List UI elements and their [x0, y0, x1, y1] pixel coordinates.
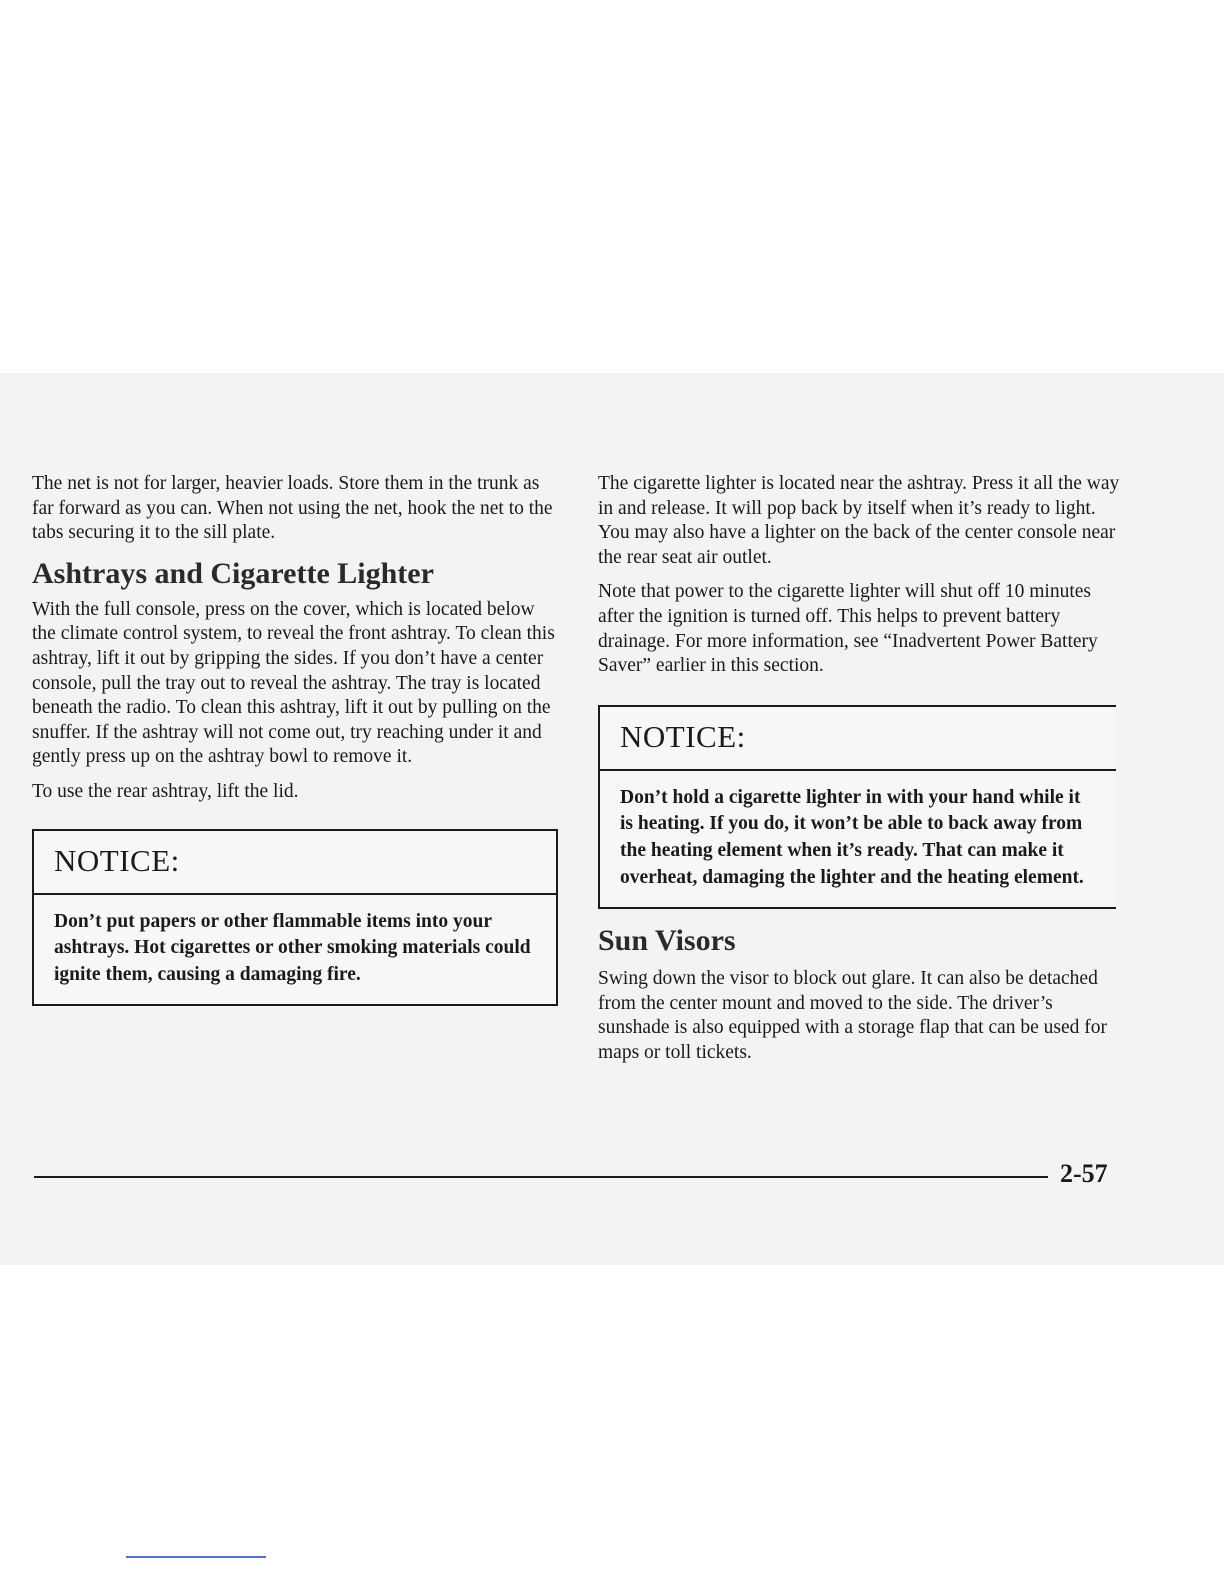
paragraph-power: Note that power to the cigarette lighter will shut off 10 minutes after the ignition is turned off. This helps to prevent battery drainage. For more information, see “Inadvertent Power Battery Saver” earlier in this section. [598, 581, 1098, 677]
heading-ashtrays: Ashtrays and Cigarette Lighter [32, 556, 434, 590]
heading-sun-visors: Sun Visors [598, 924, 736, 958]
notice-title: NOTICE: [600, 707, 1116, 771]
paragraph-visors: Swing down the visor to block out glare. It can also be detached from the center mount and moved to the side. The driver’s sunshade is also equipped with a storage flap that can be used for maps or toll tickets. [598, 968, 1108, 1063]
paragraph-lighter: The cigarette lighter is located near the ashtray. Press it all the way in and release. It will pop back by itself when it’s ready to light. You may also have a lighter on the back of the center console near the rear seat air outlet. [598, 473, 1120, 568]
paragraph-rear-ashtray: To use the rear ashtray, lift the lid. [32, 780, 299, 802]
notice-box-lighter [598, 705, 1116, 909]
page-number: 2-57 [1060, 1159, 1108, 1188]
paragraph-console: With the full console, press on the cover, which is located below the climate control system, to reveal the front ashtray. To clean this ashtray, lift it out by gripping the sides. If you don’t have a center console, pull the tray out to reveal the ashtray. The tray is located beneath the radio. To clean this ashtray, lift it out by pulling on the snuffer. If the ashtray will not come out, try reaching under it and gently press up on the ashtray bowl to remove it. [32, 598, 555, 768]
notice-box-ashtrays [32, 829, 558, 1007]
notice-title: NOTICE: [34, 831, 556, 895]
left-column [32, 472, 560, 1006]
notice-body: Don’t put papers or other flammable items into your ashtrays. Hot cigarettes or other smoking materials could ignite them, causing a damaging fire. [54, 910, 531, 985]
notice-body: Don’t hold a cigarette lighter in with your hand while it is heating. If you do, it won’t be able to back away from the heating element when it’s ready. That can make it overheat, damaging the lighter and the heating element. [620, 786, 1084, 888]
decorative-line [126, 1556, 266, 1558]
paragraph-net: The net is not for larger, heavier loads. Store them in the trunk as far forward as you can. When not using the net, hook the net to the tabs securing it to the sill plate. [32, 473, 553, 544]
footer-rule [34, 1176, 1048, 1178]
right-column [598, 472, 1120, 1076]
